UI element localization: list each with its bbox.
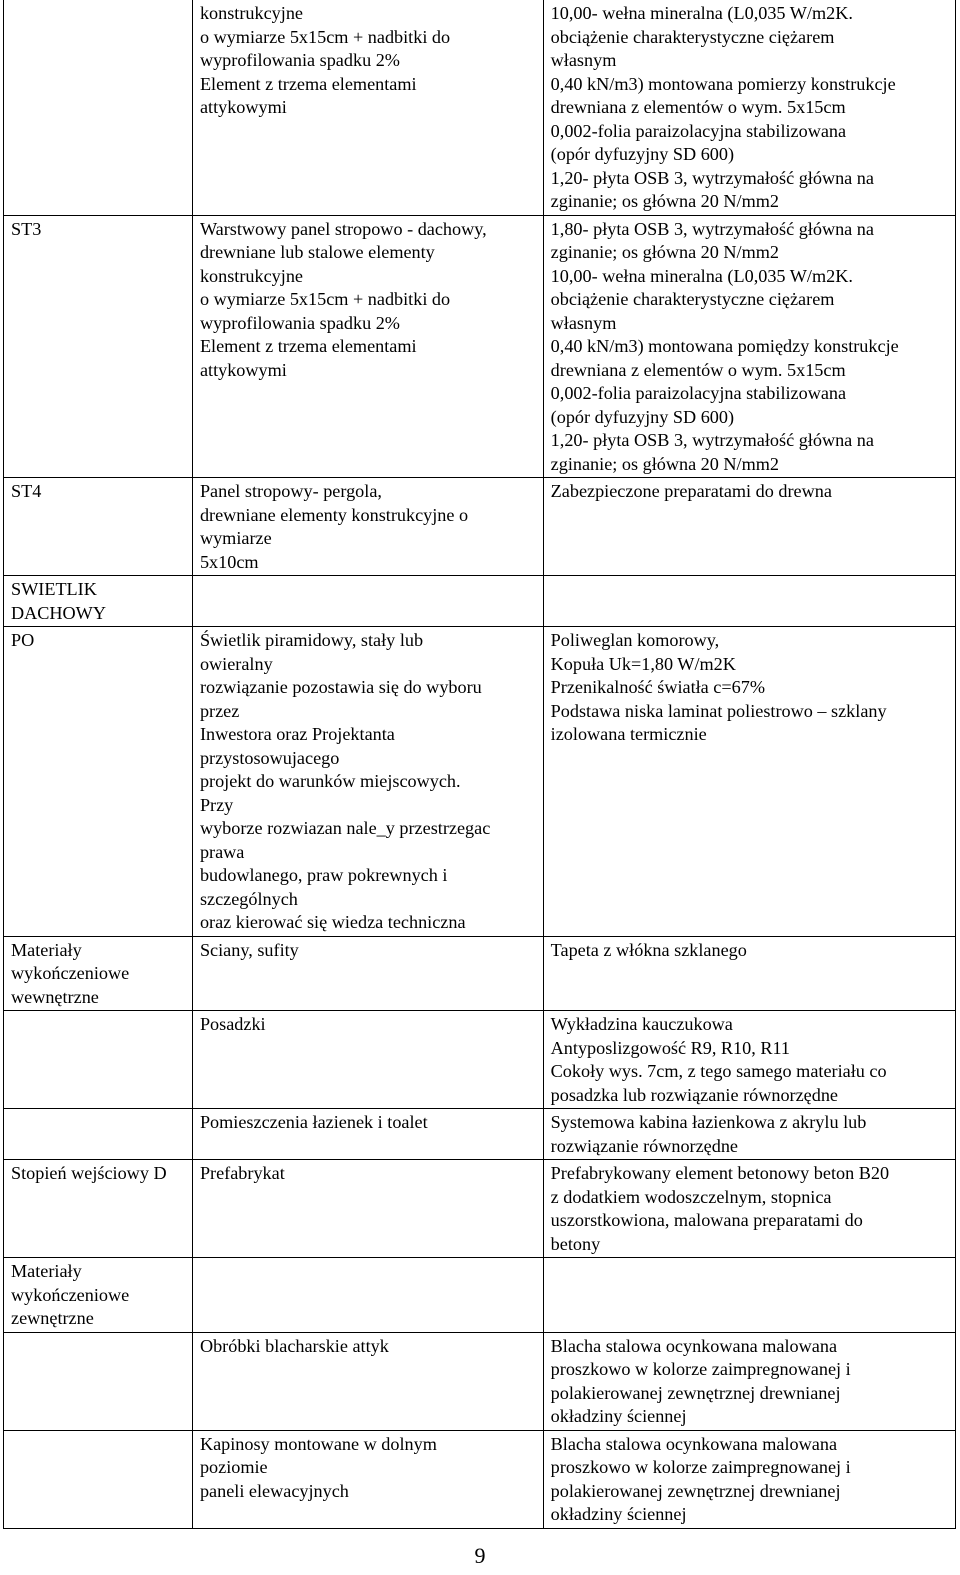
- row-label: [4, 576, 193, 627]
- description-cell: [543, 215, 955, 478]
- description-text: Systemowa kabina łazienkowa z akrylu lub rozwiązanie równorzędne: [550, 1112, 867, 1156]
- table-row: [4, 478, 956, 576]
- description-cell: [543, 627, 955, 937]
- description-text: 10,00- wełna mineralna (L0,035 W/m2K. obciążenie charakterystyczne ciężarem własnym 0,40 kN/m3) montowana pomierzy konstrukcje drewniana z elementów o wym. 5x15cm 0,002-folia paraizolacyjna stabilizowana (opór dyfuzyjny SD 600) 1,20- płyta OSB 3, wytrzymałość główna na zginanie; os główna 20 N/mm2: [550, 3, 896, 211]
- description-cell: [543, 936, 955, 1011]
- description-cell: [543, 1332, 955, 1430]
- element-cell: [192, 627, 543, 937]
- row-label-text: PO: [11, 630, 35, 650]
- element-text: Prefabrykat: [199, 1163, 285, 1183]
- description-text: Blacha stalowa ocynkowana malowana proszkowo w kolorze zaimpregnowanej i polakierowanej zewnętrznej drewnianej okładziny ściennej: [550, 1433, 851, 1524]
- element-cell: [192, 215, 543, 478]
- row-label-text: Materiały wykończeniowe wewnętrzne: [11, 939, 130, 1007]
- page-number: 9: [474, 1543, 486, 1568]
- element-cell: [192, 1332, 543, 1430]
- element-text: Panel stropowy- pergola, drewniane elementy konstrukcyjne o wymiarze 5x10cm: [199, 481, 469, 572]
- description-text: 1,80- płyta OSB 3, wytrzymałość główna na zginanie; os główna 20 N/mm2 10,00- wełna mineralna (L0,035 W/m2K. obciążenie charakterystyczne ciężarem własnym 0,40 kN/m3) montowana pomiędzy konstrukcje drewniana z elementów o wym. 5x15cm 0,002-folia paraizolacyjna stabilizowana (opór dyfuzyjny SD 600) 1,20- płyta OSB 3, wytrzymałość główna na zginanie; os główna 20 N/mm2: [550, 218, 899, 474]
- table-row: [4, 1258, 956, 1333]
- description-cell: [543, 576, 955, 627]
- row-label: [4, 478, 193, 576]
- row-label: [4, 1160, 193, 1258]
- description-cell: [543, 478, 955, 576]
- element-cell: [192, 0, 543, 215]
- row-label-text: Stopień wejściowy D: [11, 1163, 167, 1183]
- description-text: Zabezpieczone preparatami do drewna: [550, 481, 832, 501]
- element-text: Warstwowy panel stropowo - dachowy, drewniane lub stalowe elementy konstrukcyjne o wymiarze 5x15cm + nadbitki do wyprofilowania spadku 2% Element z trzema elementami attykowymi: [199, 218, 487, 380]
- row-label: [4, 1109, 193, 1160]
- element-text: konstrukcyjne o wymiarze 5x15cm + nadbitki do wyprofilowania spadku 2% Element z trzema elementami attykowymi: [199, 3, 451, 117]
- materials-table: [3, 0, 956, 1529]
- element-cell: [192, 936, 543, 1011]
- row-label: [4, 0, 193, 215]
- description-cell: [543, 1430, 955, 1528]
- table-row: [4, 215, 956, 478]
- element-cell: [192, 1109, 543, 1160]
- element-text: Świetlik piramidowy, stały lub owieralny rozwiązanie pozostawia się do wyboru przez Inwestora oraz Projektanta przystosowujacego projekt do warunków miejscowych. Przy wyborze rozwiazan nale_y przestrzegac prawa budowlanego, praw pokrewnych i szczególnych oraz kierować się wiedza techniczna: [199, 630, 491, 932]
- element-text: Obróbki blacharskie attyk: [199, 1335, 389, 1356]
- table-row: [4, 576, 956, 627]
- description-cell: [543, 1011, 955, 1109]
- table-row: [4, 1160, 956, 1258]
- description-text: Prefabrykowany element betonowy beton B20 z dodatkiem wodoszczelnym, stopnica uszorstkowiona, malowana preparatami do betony: [550, 1163, 890, 1254]
- description-text: Wykładzina kauczukowa Antyposlizgowość R9, R10, R11 Cokoły wys. 7cm, z tego samego materiału co posadzka lub rozwiązanie równorzędne: [550, 1014, 887, 1105]
- row-label: [4, 1332, 193, 1430]
- description-text: Poliweglan komorowy, Kopuła Uk=1,80 W/m2K Przenikalność światła c=67% Podstawa niska laminat poliestrowo – szklany izolowana termicznie: [550, 630, 887, 744]
- row-label-text: ST4: [11, 481, 42, 501]
- table-row: [4, 1430, 956, 1528]
- description-cell: [543, 1258, 955, 1333]
- table-row: [4, 1332, 956, 1430]
- row-label-text: ST3: [11, 218, 42, 239]
- element-cell: [192, 478, 543, 576]
- element-text: Sciany, sufity: [199, 939, 299, 960]
- element-cell: [192, 1011, 543, 1109]
- description-cell: [543, 0, 955, 215]
- table-row: [4, 627, 956, 937]
- table-row: [4, 1109, 956, 1160]
- row-label: [4, 1430, 193, 1528]
- table-row: [4, 0, 956, 215]
- element-cell: [192, 1258, 543, 1333]
- element-text: Kapinosy montowane w dolnym poziomie paneli elewacyjnych: [199, 1433, 437, 1501]
- element-cell: [192, 1430, 543, 1528]
- row-label: [4, 215, 193, 478]
- row-label-text: Materiały wykończeniowe zewnętrzne: [11, 1261, 130, 1328]
- element-cell: [192, 576, 543, 627]
- row-label: [4, 627, 193, 937]
- row-label: [4, 936, 193, 1011]
- element-text: Posadzki: [199, 1014, 266, 1034]
- table-row: [4, 1011, 956, 1109]
- element-cell: [192, 1160, 543, 1258]
- table-row: [4, 936, 956, 1011]
- description-text: Tapeta z włókna szklanego: [550, 939, 747, 960]
- description-text: Blacha stalowa ocynkowana malowana proszkowo w kolorze zaimpregnowanej i polakierowanej zewnętrznej drewnianej okładziny ściennej: [550, 1335, 851, 1426]
- row-label: [4, 1011, 193, 1109]
- row-label: [4, 1258, 193, 1333]
- description-cell: [543, 1109, 955, 1160]
- element-text: Pomieszczenia łazienek i toalet: [199, 1112, 428, 1132]
- description-cell: [543, 1160, 955, 1258]
- row-label-text: SWIETLIK DACHOWY: [11, 579, 106, 623]
